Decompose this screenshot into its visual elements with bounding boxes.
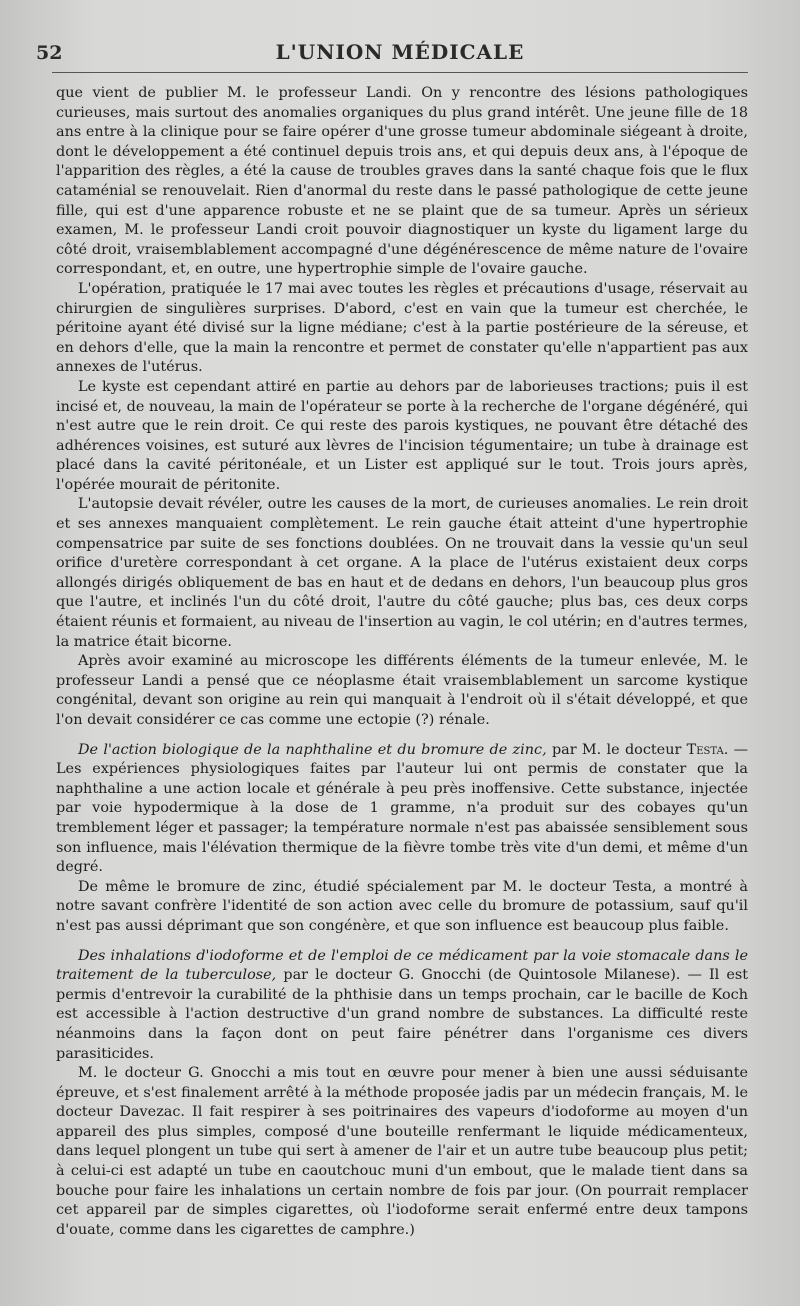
paragraph-microscope: Après avoir examiné au microscope les différents éléments de la tumeur enlevée, M. le professeur Landi a pensé que ce néoplasme était vraisemblablement un sarcome kystique congénital, devant son origine au rein qui manquait à l'endroit où il s'était développé, et que l'on devait considérer ce cas comme une ectopie (?) rénale. <box>56 653 748 728</box>
page-number: 52 <box>36 42 63 64</box>
running-title: L'UNION MÉDICALE <box>275 40 525 64</box>
section-iodoforme-text: par le docteur G. Gnocchi (de Quintosole Milanese). — Il est permis d'entrevoir la curabilité de la phthisie dans un temps prochain, car le bacille de Koch est accessible à l'action destructive d'un grand nombre de substances. La difficulté reste néanmoins dans la façon dont on peut faire pénétrer dans l'organisme ces divers parasiticides. <box>56 967 749 1062</box>
paragraph-kyste: Le kyste est cependant attiré en partie au dehors par de laborieuses tractions; puis il est incisé et, de nouveau, la main de l'opérateur se porte à la recherche de l'organe dégénéré, qui n'est autre que le rein droit. Ce qui reste des parois kystiques, ne pouvant être détaché des adhérences voisines, est suturé aux lèvres de l'incision tégumentaire; un tube à drainage est placé dans la cavité péritonéale, et un Lister est appliqué sur le tout. Trois jours après, l'opérée mourait de péritonite. <box>56 378 748 493</box>
section-zinc-text: — Les expériences physiologiques faites par l'auteur lui ont permis de constater que la naphthaline a une action locale et générale à peu près inoffensive. Cette substance, injectée par voie hypodermique à la dose de 1 gramme, n'a produit sur des cobayes qu'un tremblement léger et passager; la température normale n'est pas abaissée sensiblement sous son influence, mais l'élévation thermique de la fièvre tombe très vite d'un demi, et même d'un degré. <box>56 741 749 876</box>
paragraph-landi-intro: que vient de publier M. le professeur Landi. On y rencontre des lésions pathologiques curieuses, mais surtout des anomalies organiques du plus grand intérêt. Une jeune fille de 18 ans entre à la clinique pour se faire opérer d'une grosse tumeur abdominale siégeant à droite, dont le développement a été continuel depuis trois ans, et qui depuis deux ans, à l'époque de l'apparition des règles, a été la cause de troubles graves dans la santé chaque fois que le flux cataménial se renouvelait. Rien d'anormal du reste dans le passé pathologique de cette jeune fille, qui est d'une apparence robuste et ne se plaint que de sa tumeur. Après un sérieux examen, M. le professeur Landi croit pouvoir diagnostiquer un kyste du ligament large du côté droit, vraisemblablement accompagné d'une dégénérescence de même nature de l'ovaire correspondant, et, en outre, une hypertrophie simple de l'ovaire gauche. <box>56 85 748 278</box>
section-zinc-author-prefix: par M. le docteur <box>546 741 687 758</box>
paragraph-bromure: De même le bromure de zinc, étudié spécialement par M. le docteur Testa, a montré à notre savant confrère l'identité de son action avec celle du bromure de potassium, sauf qu'il n'est pas aussi déprimant que son congénère, et que son influence est beaucoup plus faible. <box>56 878 748 934</box>
section-iodoforme-paragraph <box>56 947 748 1065</box>
section-zinc-paragraph <box>56 741 748 878</box>
paragraph-gnocchi: M. le docteur G. Gnocchi a mis tout en œuvre pour mener à bien une aussi séduisante épreuve, et s'est finalement arrêté à la méthode proposée jadis par un médecin français, M. le docteur Davezac. Il fait respirer à ses poitrinaires des vapeurs d'iodoforme au moyen d'un appareil des plus simples, composé d'une bouteille renfermant le liquide médicamenteux, dans lequel plongent un tube qui sert à amener de l'air et un autre tube beaucoup plus petit; à celui-ci est adapté un tube en caoutchouc muni d'un embout, que le malade tient dans sa bouche pour faire les inhalations un certain nombre de fois par jour. (On pourrait remplacer cet appareil par de simples cigarettes, où l'iodoforme serait enfermé entre deux tampons d'ouate, comme dans les cigarettes de camphre.) <box>56 1065 748 1238</box>
page-header <box>36 38 764 68</box>
section-zinc-title: De l'action biologique de la naphthaline et du bromure de zinc, <box>78 741 547 758</box>
paragraph-autopsie: L'autopsie devait révéler, outre les causes de la mort, de curieuses anomalies. Le rein droit et ses annexes manquaient complètement. Le rein gauche était atteint d'une hypertrophie compensatrice par suite de ses fonctions doublées. On ne trouvait dans la vessie qu'un seul orifice d'uretère correspondant à cet organe. A la place de l'utérus existaient deux corps allongés dirigés obliquement de bas en haut et de dedans en dehors, l'un beaucoup plus gros que l'autre, et inclinés l'un du côté droit, l'autre du côté gauche; plus bas, ces deux corps étaient réunis et formaient, au niveau de l'insertion au vagin, le col utérin; en d'autres termes, la matrice était bicorne. <box>56 496 748 650</box>
paragraph-operation: L'opération, pratiquée le 17 mai avec toutes les règles et précautions d'usage, réservait au chirurgien de singulières surprises. D'abord, c'est en vain que la tumeur est cherchée, le péritoine ayant été divisé sur la ligne médiane; c'est à la partie postérieure de la séreuse, et en dehors d'elle, que la main la rencontre et permet de constater qu'elle n'appartient pas aux annexes de l'utérus. <box>56 280 748 376</box>
header-rule <box>52 72 748 73</box>
section-zinc-author-name: Testa. <box>686 741 729 758</box>
article-body <box>56 84 748 1240</box>
section-iodoforme-title: Des inhalations d'iodoforme et de l'emploi de ce médicament par la voie stomacale dans le traitement de la tuberculose, <box>56 947 748 984</box>
